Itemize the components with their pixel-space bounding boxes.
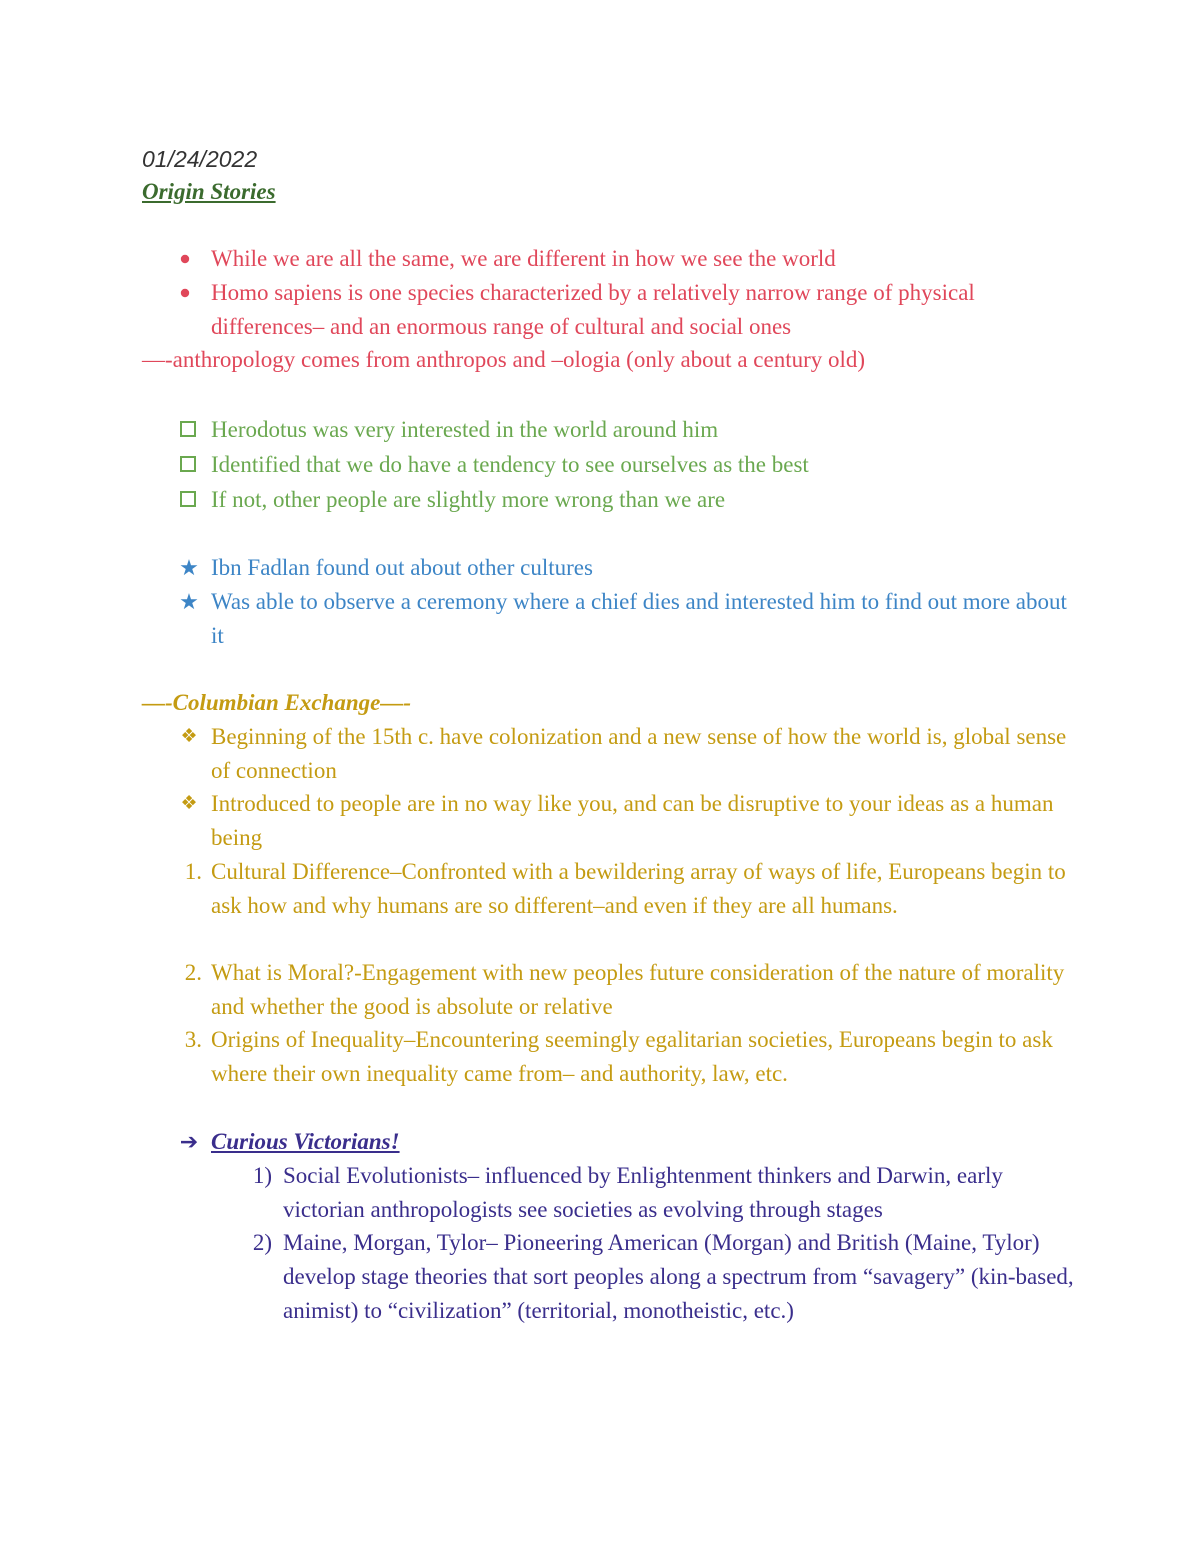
- item-number: 1.: [184, 859, 202, 884]
- checkbox-square-icon: [180, 491, 196, 507]
- bullet-dot-icon: [181, 289, 189, 297]
- checkbox-square-icon: [180, 421, 196, 437]
- star-icon: ★: [179, 555, 199, 580]
- list-item-text: Ibn Fadlan found out about other cultures: [211, 555, 593, 580]
- list-item-text: If not, other people are slightly more wrong than we are: [211, 487, 726, 512]
- list-item-text: What is Moral?-Engagement with new peoples future consideration of the nature of morality and whether the good is absolute or relative: [211, 960, 1065, 1019]
- four-diamond-icon: ❖: [180, 793, 198, 814]
- list-item-text: Homo sapiens is one species characterized by a relatively narrow range of physical differences– and an enormous range of cultural and social ones: [211, 280, 975, 339]
- item-number: 2.: [184, 960, 202, 985]
- list-item-text: Beginning of the 15th c. have colonization and a new sense of how the world is, global sense of connection: [211, 724, 1067, 783]
- page-title: Origin Stories: [142, 179, 276, 204]
- item-number: 2): [252, 1230, 272, 1255]
- note-date: 01/24/2022: [142, 146, 258, 172]
- list-item-text: Herodotus was very interested in the world around him: [211, 417, 719, 442]
- list-item-text: Identified that we do have a tendency to see ourselves as the best: [211, 452, 809, 477]
- bullet-dot-icon: [181, 255, 189, 263]
- star-icon: ★: [179, 589, 199, 614]
- anthropology-line: —-anthropology comes from anthropos and –ologia (only about a century old): [142, 347, 866, 372]
- item-number: 1): [252, 1163, 272, 1188]
- four-diamond-icon: ❖: [180, 726, 198, 747]
- list-item-text: Maine, Morgan, Tylor– Pioneering American (Morgan) and British (Maine, Tylor) develop stage theories that sort peoples along a spectrum from “savagery” (kin-based, animist) to “civilization” (territorial, monotheistic, etc.): [283, 1230, 1074, 1323]
- right-arrow-icon: ➔: [179, 1129, 199, 1154]
- section-heading-text: Curious Victorians!: [211, 1129, 400, 1154]
- checkbox-square-icon: [180, 456, 196, 472]
- item-number: 3.: [184, 1027, 202, 1052]
- list-item-text: Cultural Difference–Confronted with a bewildering array of ways of life, Europeans begin to ask how and why humans are so different–and even if they are all humans.: [211, 859, 1066, 918]
- section-heading-columbian: —-Columbian Exchange—-: [142, 690, 412, 715]
- list-item-text: While we are all the same, we are different in how we see the world: [211, 246, 836, 271]
- list-item-text: Was able to observe a ceremony where a chief dies and interested him to find out more about it: [211, 589, 1067, 648]
- list-item-text: Origins of Inequality–Encountering seemingly egalitarian societies, Europeans begin to ask where their own inequality came from– and authority, law, etc.: [211, 1027, 1053, 1086]
- list-item-text: Introduced to people are in no way like you, and can be disruptive to your ideas as a human being: [211, 791, 1054, 850]
- list-item-text: Social Evolutionists– influenced by Enlightenment thinkers and Darwin, early victorian anthropologists see societies as evolving through stages: [283, 1163, 1003, 1222]
